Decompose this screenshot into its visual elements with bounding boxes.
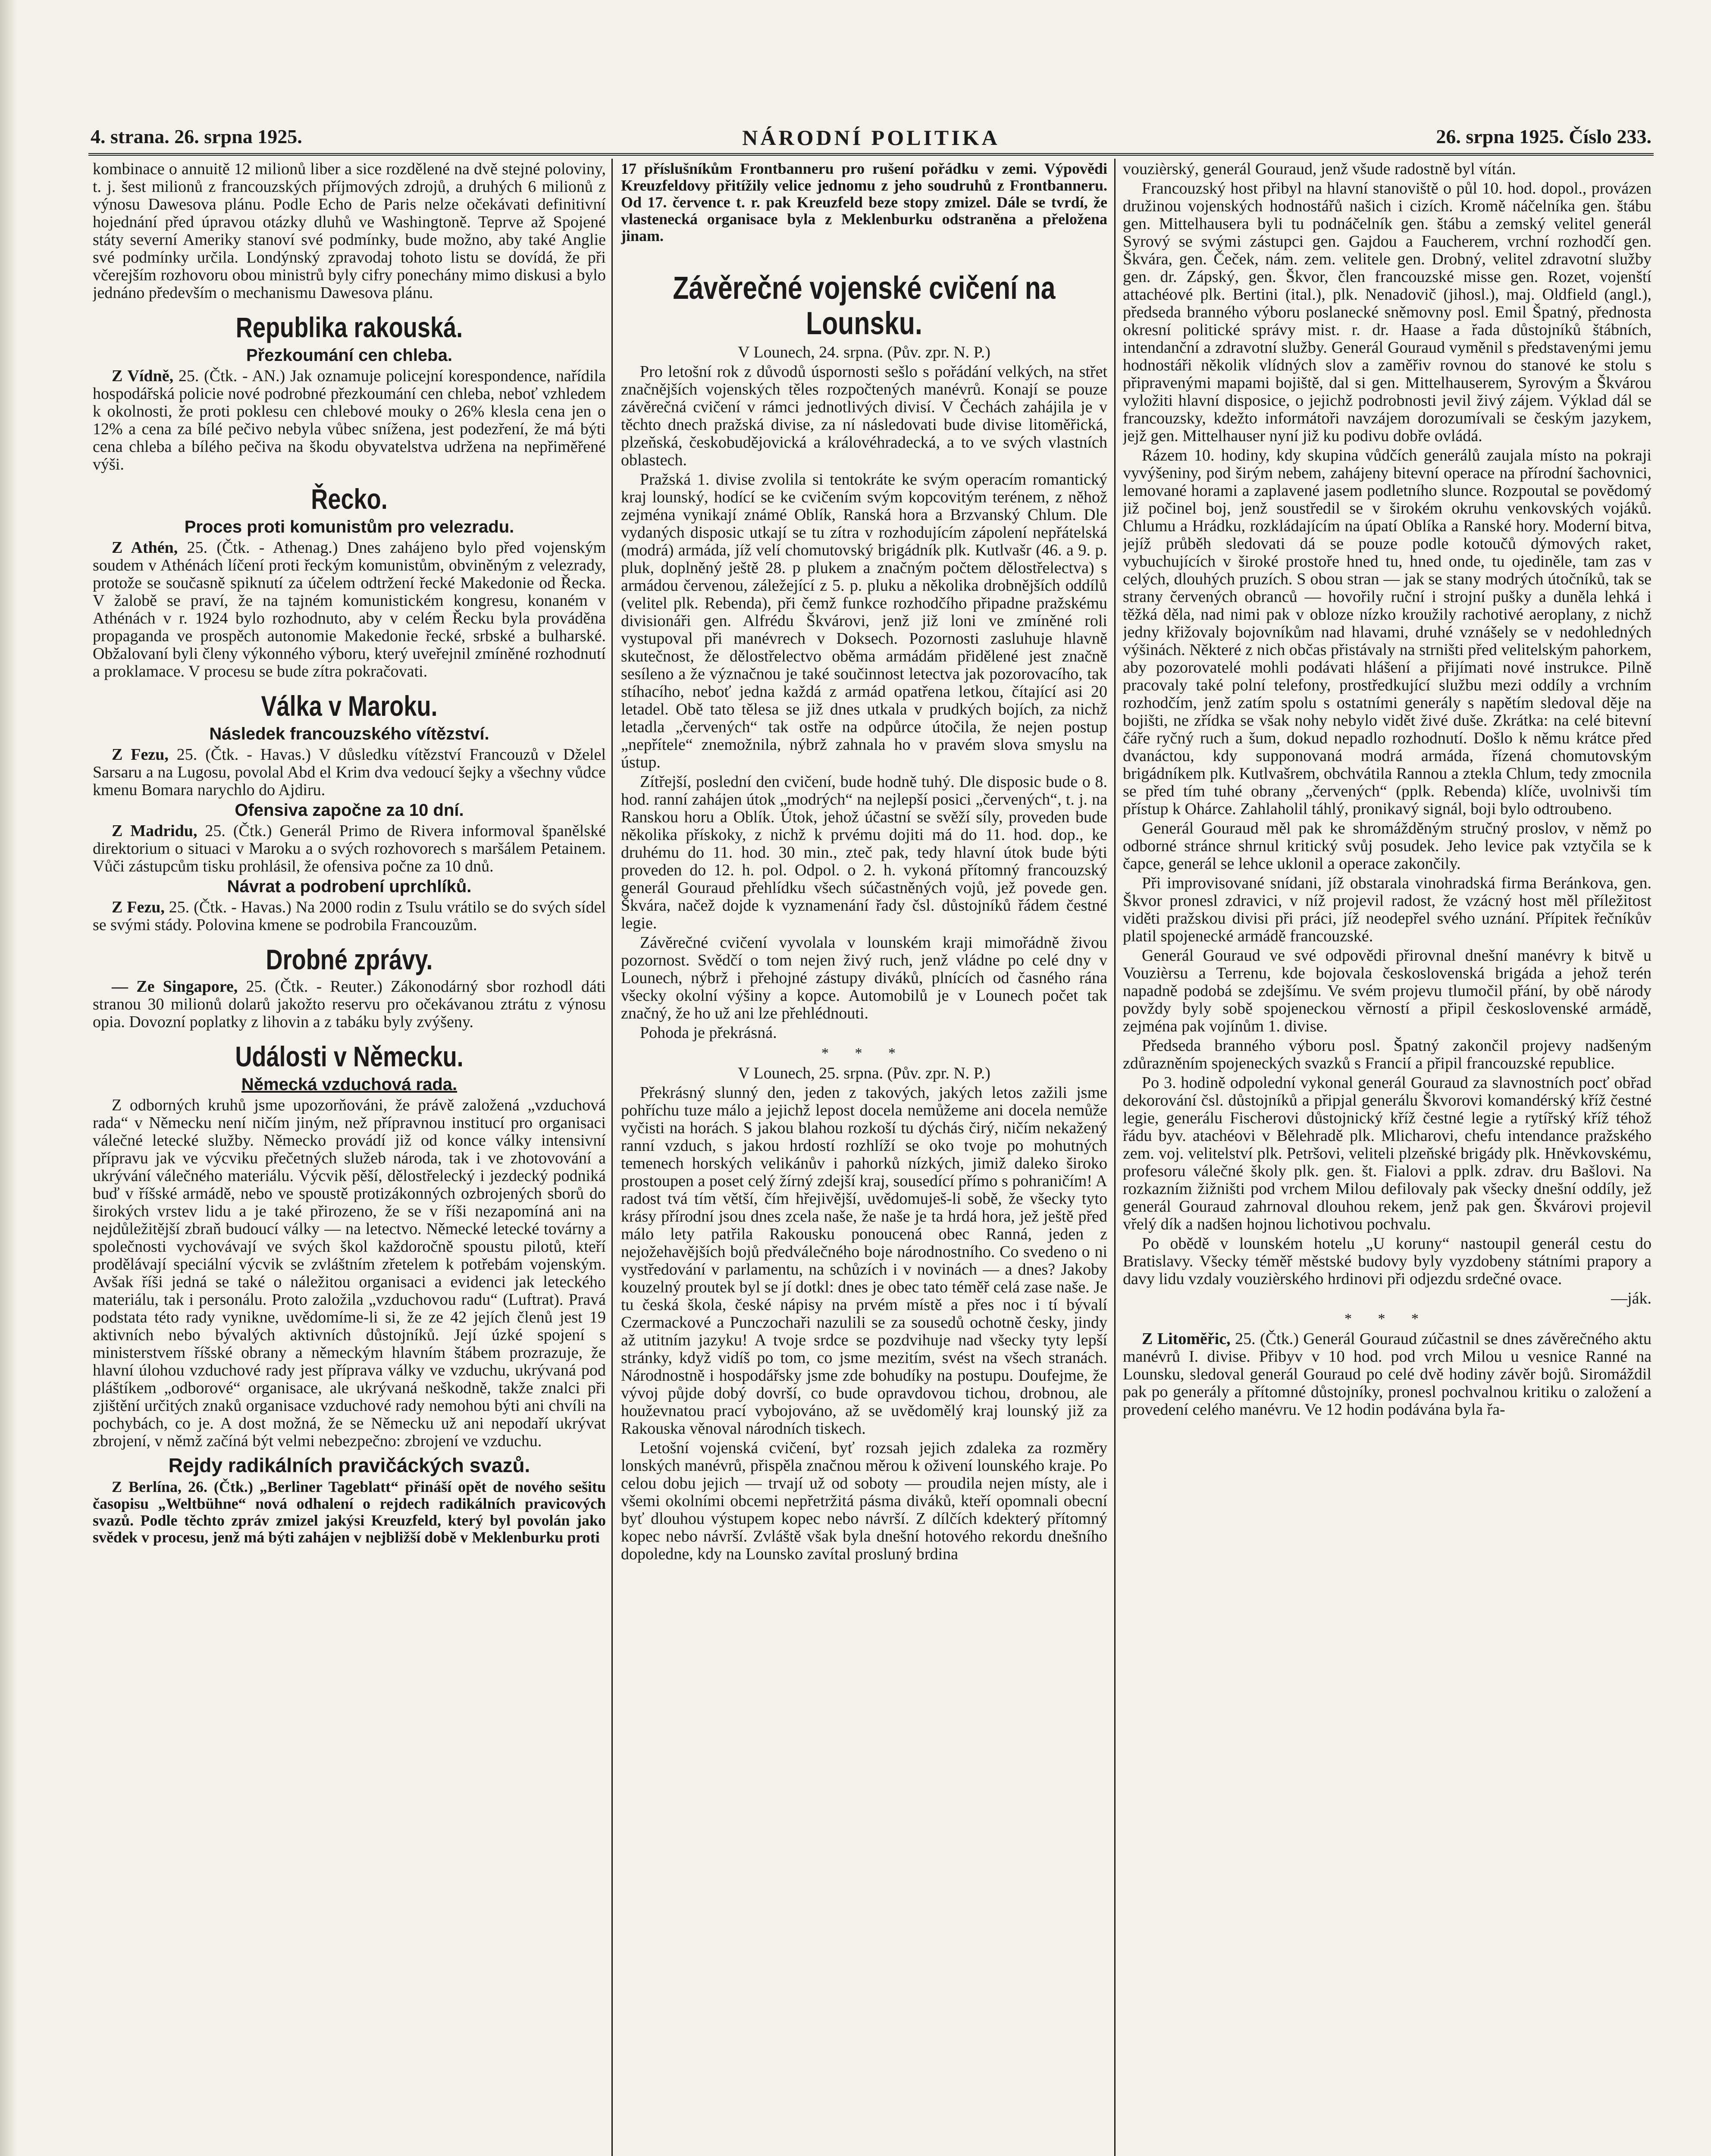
article-maroko-3 (93, 899, 606, 934)
article-litomerice (1123, 1330, 1651, 1419)
issue-date-number: 26. srpna 1925. Číslo 233. (1436, 125, 1651, 147)
column-1 (93, 160, 606, 2156)
article-body: 25. (Čtk.) Generál Gouraud zúčastnil se dnes závěrečného aktu manévrů I. divise. Přibyv v 10 hod. pod vrch Milou u vesnice Ranné na Lounsku, sledoval generál Gouraud po celé dvě hodiny závěr bojů. Siromáždil pak po generály a přítomné důstojníky, pronesl pochvalnou kritiku o založení a provedení celého manévru. Ve 12 hodin podávána byla řa- (1123, 1330, 1651, 1419)
dateline: — Ze Singapore, (112, 978, 238, 996)
paragraph: Zítřejší, poslední den cvičení, bude hodně tuhý. Dle disposic bude o 8. hod. ranní zahájen útok „modrých“ na nejlepší posici „červených“, t. j. na Ranskou horu a Oblík. Útok, jehož účastní se svěží síly, proveden bude několika přískoky, z nichž k prvému dojiti má do 11. hod. dop., ke druhému do 11. hod. 30 min., zteč pak, tedy hlavní útok bude býti proveden do 12. h. pol. Odpol. o 2. h. vykoná přítomný francouzský generál Gouraud přehlídku všech súčastněných vojů, jež povede gen. Škvára, načež dojde k vyznamenání řady čsl. důstojníků řádem čestné legie. (621, 773, 1107, 932)
article-drobne (93, 978, 606, 1031)
paragraph: vouzièrský, generál Gouraud, jenž všude radostně byl vítán. (1123, 160, 1516, 178)
dateline: Z Vídně, (112, 367, 174, 385)
dateline: Z Madridu, (112, 822, 197, 840)
article-rejdy (93, 1479, 606, 1546)
article-body: 26. (Čtk.) „Berliner Tageblatt“ přináší opět de nového sešitu časopisu „Weltbühne“ nová odhalení o rejdech radikálních pravicových svazů. Podle těchto zpráv zmizel jakýsi Kreuzfeld, který byl povolán jako svědek v procesu, jenž má býti zahájen v nejbližší době v Meklenburku proti (93, 1478, 606, 1546)
paragraph: Pražská 1. divise zvolila si tentokráte ke svým operacím romantický kraj lounský, hodící se ke cvičením svým kopcovitým terénem, z něhož zejména vynikají známé Oblík, Ranská hora a Brzvanský Chlum. Dle vydaných disposic utkají se tu zítra v rozhodujícím zápolení nepřátelská (modrá) armáda, jíž velí chomutovský brigádník plk. Kutlvašr (46. a 9. p. pluk, doplněný ještě 28. p plukem a značným počtem dělostřelectva) s armádou červenou, záležející z 5. p. pluku a několika drobnějších oddílů (velitel plk. Rebenda), při čemž funkce rozhodčího připadne pražskému divisionáři gen. Alfrédu Škvárovi, jenž již loni ve zmíněné roli vystupoval při manévrech v Doksech. Pozornosti zasluhuje hlavně skutečnost, že dělostřelectvo oběma armádám přidělené jest značně sesíleno a že význačnou je také součinnost letectva jak pozorovacího, tak stíhacího, neboť jedna každá z armád opatřena letkou, čítající asi 20 letadel. Obě tato tělesa se již dnes utkala v prudkých bojích, za nichž letadla „červených“ tak ostře na odpůrce útočila, že nejen postup „nepřítele“ znemožnila, nýbrž zahnala ho v pravém slova smyslu na ústup. (621, 470, 1107, 771)
paragraph: Předseda branného výboru posl. Špatný zakončil projevy nadšeným zdůrazněním spojeneckých svazků s Francií a připil francouzské republice. (1123, 1037, 1651, 1072)
dateline: Z Athén, (112, 539, 178, 557)
column-rule-1 (611, 159, 613, 2156)
section-heading-maroko: Válka v Maroku. (261, 690, 438, 722)
dateline-louny-24: V Lounech, 24. srpna. (Pův. zpr. N. P.) (738, 343, 990, 361)
subheading-vitezstvi: Následek francouzského vítězství. (209, 724, 489, 743)
article-rejdy-continuation: 17 příslušníkům Frontbanneru pro rušení pořádku v zemi. Výpovědi Kreuzfeldovy přitížily velice jednomu z jeho soudruhů z Frontbanneru. Od 17. července t. r. pak Kreuzfeld beze stopy zmizel. Dále se tvrdí, že vlastenecká organisace byla z Meklenburku odstraněna a přeložena jinam. (621, 160, 1107, 244)
article-maroko-2 (93, 822, 606, 875)
paragraph: Letošní vojenská cvičení, byť rozsah jejich zdaleka za rozměry lonských manévrů, přispěla značnou měrou k oživení lounského kraje. Po celou dobu jejich — trvají už od soboty — proudila nejen místy, ale i všemi okolními obcemi nepřetržitá pásma diváků, kteří opomnali obecní byť dlouhou výstupem kopec nebo návrší. Z dílčích kdekterý přítomný kopec nebo návrší. Zvláště však byla dnešní hotového rekordu dnešního dopoledne, kdy na Lounsko zavítal prosluný brdina (621, 1439, 1107, 1563)
subheading-rejdy: Rejdy radikálních pravičáckých svazů. (168, 1454, 530, 1476)
article-body: 25. (Čtk. - Reuter.) Zákonodárný sbor rozhodl dáti stranou 30 milionů dolarů jakožto reservu pro očekávanou ztrátu z výnosu opia. Dovozní poplatky z lihovin a z tabáku byly zvýšeny. (93, 978, 606, 1031)
article-body: 25. (Čtk.) Generál Primo de Rivera informoval španělské direktorium o situaci v Maroku a o svých rozhovorech s maršálem Petainem. Vůči zástupcům tisku prohlásil, že ofensiva počne za 10 dnů. (93, 822, 606, 875)
section-separator: * * * (821, 1045, 907, 1061)
dateline: Z Fezu, (112, 746, 169, 764)
page-number-date: 4. strana. 26. srpna 1925. (91, 125, 302, 147)
subheading-ceny-chleba: Přezkoumání cen chleba. (246, 346, 452, 365)
article-body: 25. (Čtk. - Havas.) V důsledku vítězství Francouzů v Dželel Sarsaru a na Lugosu, povolal Abd el Krim dva vedoucí šejky a všechny vůdce kmenu Bomara narychlo do Ajdiru. (93, 746, 606, 799)
paragraph: Při improvisované snídani, jíž obstarala vinohradská firma Beránkova, gen. Škvor pronesl zdravici, v níž projevil radost, že vzácný host měl příležitost viděti pražskou divisi při práci, jíž neodepřel svého uznání. Přípitek řečníkův platil spojenecké armádě francouzské. (1123, 874, 1651, 945)
dateline: Z Berlína, (112, 1478, 182, 1495)
column-rule-2 (1114, 159, 1116, 2156)
paragraph: Překrásný slunný den, jeden z takových, jakých letos zažili jsme pohříchu tuze málo a jejichž lepost docela nemůžeme ani docela nemůže vyčisti na horách. S jakou blahou rozkoší tu dýchás čirý, ničím nekažený ranní vzduch, s jakou hrdostí rozhlíží se oko tvoje po mohutných temenech horských velikánův i pahorků nízkých, jimiž daleko široko prostoupen a poset celý žírný zdejší kraj, sousedící přímo s pohraničím! A radost tvá tím větší, čím hřejivější, uvědomuješ-li sobě, že všecky tyto krásy přírodní jsou dnes zcela naše, že naše je ta hrdá hora, jež ještě před málo lety patřila Rakousku ponoucená obec Ranná, jeden z nejožehavějších bojů předválečného boje národnostního. Co svedeno o ni vystředování v parlamentu, na schůzích i v novinách — a dnes? Jakoby kouzelný proutek byl se jí dotkl: dnes je obec tato téměř celá zase naše. Je tu česká škola, české nápisy na prvém místě a přes noc i tí bývalí Czermackové a Punczochaři nazulili se za sousedů ochotně česky, jindy až utitním jazyku! A tvoje srdce se pozdvihuje nad všecky tyty lepší stránky, když vidíš po tom, co jsme mezitím, svést na všech stranách. Národnostně i hospodářsky jsme zde bohudíky na postupu. Doufejme, že vývoj půjde dobý dovrší, co bude opravdovou tichou, drobnou, ale houževnatou prací vybojováno, až se uvědomělý kraj lounský již za Rakouska věnoval národních tiskech. (621, 1084, 1107, 1438)
article-vzduchova-rada: Z odborných kruhů jsme upozorňováni, že právě založená „vzduchová rada“ v Německu není ničím jiným, než přípravnou institucí pro organisaci válečné letecké služby. Německo provádí již od konce války intensivní přípravu jak ve výcviku přečetných služeb národa, tak i ve zhotovování a ukrývání válečného materiálu. Výcvik pěší, dělostřelecký i jezdecký podniká buď v říšské armádě, nebo ve spoustě protizákonných ozbrojených sborů do širokých vrstev lidu a je také přirozeno, že se v říši nezapomíná ani na nejdůležitější zbraň budoucí války — na letectvo. Německé letecké továrny a společnosti vychovávají ve svých škol každoročně spoustu pilotů, kteří prodělávají speciální výcvik se zvláštním zřetelem k potřebám vojenským. Avšak říši jedná se také o náležitou organisaci a evidenci jak leteckého materiálu, tak i personálu. Proto založila „vzduchovou radu“ (Luftrat). Pravá podstata této rady vynikne, uvědomíme-li si, že ze 42 jejích členů jest 19 aktivních nebo bývalých aktivních důstojníků. Její úzké spojení s ministerstvem říšské obrany a německým hlavním štábem prozrazuje, že hlavní úlohou vzduchové rady jest příprava války ve vzduchu, ukrývaná pod pláštíkem „odborové“ organisace, ale ukrývaná neškodně, takže znalci při zjištění určitých znaků organisace vzduchové rady nemohou býti ani chvíli na pochybách, co je. A dost možná, že se Německu už ani nepodaří ukrývat zbrojení, v němž začíná být velmi nebezpečno: zbrojení ve vzduchu. (93, 1096, 606, 1450)
header-rule (88, 153, 1654, 156)
article-body: 25. (Čtk. - Athenag.) Dnes zahájeno bylo před vojenským soudem v Athénách líčení proti řeckým komunistům, obviněným z velezrady, protože se současně spiknutí za účelem odtržení řecké Makedonie od Řecka. V žalobě se praví, že na tajném komunistickém kongresu, konaném v Athénách v r. 1924 bylo rozhodnuto, aby v celém Řecku byla prováděna propaganda ve prospěch autonomie Makedonie řecké, srbské a bulharské. Obžalovaní byli členy výkonného výboru, který uveřejnil zmíněné rozhodnutí a proklamace. V procesu se bude zítra pokračovati. (93, 539, 606, 680)
newspaper-title: NÁRODNÍ POLITIKA (742, 125, 1000, 150)
section-separator: * * * (1344, 1311, 1430, 1327)
paragraph: Pro letošní rok z důvodů úspornosti sešlo s pořádání velkých, na střet značnějších vojenských těles rozpočtených manévrů. Konají se pouze závěrečná cvičení v rámci jednotlivých divisí. V Čechách zahájila je v těchto dnech pražská divise, za ní následovati bude divise litoměřická, plzeňská, českobudějovická a královéhradecká, a to ve svých vlastních oblastech. (621, 363, 1107, 469)
paragraph: Generál Gouraud ve své odpovědi přirovnal dnešní manévry k bitvě u Vouzièrsu a Terrenu, kde bojovala československá brigáda a jehož terén napadně podobá se zdejšímu. Ve svém projevu tlumočil přání, by obě národy povždy byly sobě spojeneckou věrností a připil československé armádě, zejména pak vojínům 1. divise. (1123, 946, 1651, 1035)
article-body: 25. (Čtk. - AN.) Jak oznamuje policejní korespondence, nařídila hospodářská policie nové podrobné přezkoumání cen chleba, neboť vzhledem k okolnosti, že proti poklesu cen chlebové mouky o 26% klesla cena jen o 12% a cena za bílé pečivo nebyla vůbec snížena, jest podezření, že má býti cena chleba a bílého pečiva na škodu obyvatelstva udržena na nepřiměřené výši. (93, 367, 606, 473)
paragraph: Generál Gouraud měl pak ke shromážděným stručný proslov, v němž po odborné stránce shrnul kritický svůj posudek. Jeho levice pak vztyčila se k čapce, generál se lehce uklonil a operace zakončily. (1123, 819, 1651, 873)
dateline-louny-25: V Lounech, 25. srpna. (Pův. zpr. N. P.) (738, 1064, 990, 1082)
dateline: Z Fezu, (112, 898, 165, 916)
paragraph: Závěrečné cvičení vyvolala v lounském kraji mimořádně živou pozornost. Svědčí o tom nejen živý ruch, jenž vládne po celé dny v Lounech, nýbrž i přehojné zástupy diváků, plnících od časného rána všecky okolní výšiny a kopce. Automobilů je v Lounech počet tak značný, že ho už ani lze přehlédnouti. (621, 934, 1107, 1022)
section-heading-nemecko: Události v Německu. (235, 1040, 464, 1072)
article-continuation-text: kombinace o annuitě 12 milionů liber a sice rozdělené na dvě stejné poloviny, t. j. šest milionů z francouzských příjmových zdrojů, a druhých 6 milionů z výnosu Dawesova plánu. Podle Echo de Paris nelze očekávati definitivní hojednání před úpravou otázky dluhů ve Washingtoně. Teprve až Spojené státy severní Ameriky stanoví své podmínky, bude možno, aby také Anglie své podmínky určila. Londýnský zpravodaj tohoto listu se dovídá, že při včerejším rozhovoru obou ministrů byly cifry ponechány mimo diskusi a bylo jednáno především o mechanismu Dawesova plánu. (93, 160, 606, 302)
subheading-navrat: Návrat a podrobení uprchlíků. (227, 877, 472, 896)
column-2 (621, 160, 1107, 2156)
section-heading-rakousko: Republika rakouská. (235, 311, 463, 343)
article-body: 25. (Čtk. - Havas.) Na 2000 rodin z Tsulu vrátilo se do svých sídel se svými stády. Polovina kmene se podrobila Francouzům. (93, 898, 606, 934)
paragraph: Po obědě v lounském hotelu „U koruny“ nastoupil generál cestu do Bratislavy. Všecky téměř městské budovy byly vyzdobeny státními prapory a davy lidu vzdaly vouzièrského hrdinovi při odjezdu srdečné ovace. (1123, 1235, 1651, 1288)
author-signature: —ják. (1611, 1289, 1651, 1307)
article-title-cviceni: Závěrečné vojenské cvičení na Lounsku. (673, 270, 1056, 341)
article-rakousko (93, 367, 606, 473)
paragraph: Rázem 10. hodiny, kdy skupina vůdčích generálů zaujala místo na pokraji vyvýšeniny, pod širým nebem, zahájeny bitevní operace na přírodní šachovnici, lemované horami a zaplavené jasem podletního slunce. Rozpoutal se povědomý již počinel boj, jenž soustředil se v širokém okruhu venkovských vojáků. Chlumu a Hrádku, rozkládajícím na úpatí Oblíka a Ranské hory. Moderní bitva, jejíž průběh sledovati dá se pouze podle kotoučů dýmových raket, vybuchujících v široké prostoře hned tu, hned onde, tu ojediněle, tam zas v celých, dlouhých pruzích. S obou stran — jak se stany modrých útočníků, tak se strany červených obranců — hovořily ruční i strojní pušky a duněla lehká i těžká děla, nad nimi pak v obloze nízko kroužily rachotivé aeroplany, z nichž jedny křižovaly bojovníkům nad hlavami, druhé vznášely se v nedohledných výšinách. Některé z nich občas přistávaly na strništi před velitelským pahorkem, aby pozorovatelé mohli podávati hlášení a přijímati nové instrukce. Pilně pracovaly také polní telefony, prostředkující službu mezi oddíly a vrchním rozhodčím, jenž zatím spolu s ostatními generály s napětím sledoval děje na bojišti, ne zřídka se však nohy nebylo vidět živé duše. Zkrátka: na celé bitevní čáře ryčný ruch a šum, dokud nepadlo rozhodnutí. Došlo k němu krátce před dvanáctou, kdy supponovaná modrá armáda, řízená chomutovským brigádníkem plk. Kutlvašrem, obchvátila Rannou a ztekla Chlum, tedy zmocnila se před tím tuhé obrany „červených“ (pplk. Rebenda) klíče, uvolnivši tím přístup k Ohárce. Zahlaholil táhlý, pronikavý signál, boji bylo odtroubeno. (1123, 446, 1651, 818)
paragraph: Pohoda je překrásná. (640, 1024, 777, 1042)
column-3 (1123, 160, 1651, 2156)
article-recko (93, 539, 606, 680)
dateline: Z Litoměřic, (1142, 1330, 1231, 1348)
subheading-proces: Proces proti komunistům pro velezradu. (184, 517, 514, 536)
masthead (91, 125, 1651, 155)
subheading-ofensiva: Ofensiva započne za 10 dní. (235, 801, 464, 820)
section-heading-recko: Řecko. (311, 483, 388, 515)
subheading-vzduchova-rada: Německá vzduchová rada. (241, 1075, 458, 1094)
page-scan-edge (0, 0, 17, 2156)
article-maroko-1 (93, 746, 606, 799)
paragraph: Po 3. hodině odpolední vykonal generál Gouraud za slavnostních pocť obřad dekorování čsl. důstojníků a připjal generálu Škvorovi komandérský kříž čestné legie, generálu Fischerovi důstojnický kříž čestné legie a rytířský kříž téhož řádu byv. atachéovi v Bělehradě plk. Mlicharovi, chefu intendance pražského zem. voj. velitelství plk. Petršovi, veliteli plzeňské brigády plk. Hněvkovskému, profesoru válečné školy plk. gen. št. Fialovi a pplk. zdrav. dru Bašlovi. Na rozkazním žižništi pod vrchem Milou defilovaly pak všecky dnešní oddíly, jež generál Gouraud zahrnoval dlouhou rekem, jenž pak gen. Škvárovi projevil vřelý dík a nadšen hojnou lichotivou pochvalu. (1123, 1074, 1651, 1233)
paragraph: Francouzský host přibyl na hlavní stanoviště o půl 10. hod. dopol., provázen družinou vojenských hodnostářů našich i cizích. Kromě náčelníka gen. štábu gen. Mittelhausera byli tu podnáčelník gen. štábu a zemský velitel generál Syrový se svými zástupci gen. Gajdou a Faucherem, vrchní rozhodčí gen. Škvára, gen. Čeček, nám. zem. velitele gen. Drobný, velitel zdravotní služby gen. dr. Zápský, gen. Škvor, člen francouzské misse gen. Rozet, vojenští attachéové plk. Bertini (ital.), plk. Nenadovič (jihosl.), maj. Oldfield (angl.), předseda branného výboru poslanecké sněmovny posl. Emil Špatný, přednosta okresní politické správy mist. r. dr. Haase a řada důstojníků štábních, intendanční a zdravotní služby. Generál Gouraud vyměnil s představenými jemu hodnostáři několik vlídných slov a zaměřiv rovnou do stanové ke stolu s připravenými mapami bojiště, dal si gen. Mittelhauserem, Syrovým a Škvárou vyložiti hlavní disposice, o jejichž podrobnosti jevil živý zájem. Výklad dál se francouzsky, kdežto informátoři navzájem dorozumívali se českým jazykem, jejž gen. Mittelhauser nyní již ku podivu dobře ovládá. (1123, 179, 1651, 445)
section-heading-drobne: Drobné zprávy. (266, 943, 433, 975)
